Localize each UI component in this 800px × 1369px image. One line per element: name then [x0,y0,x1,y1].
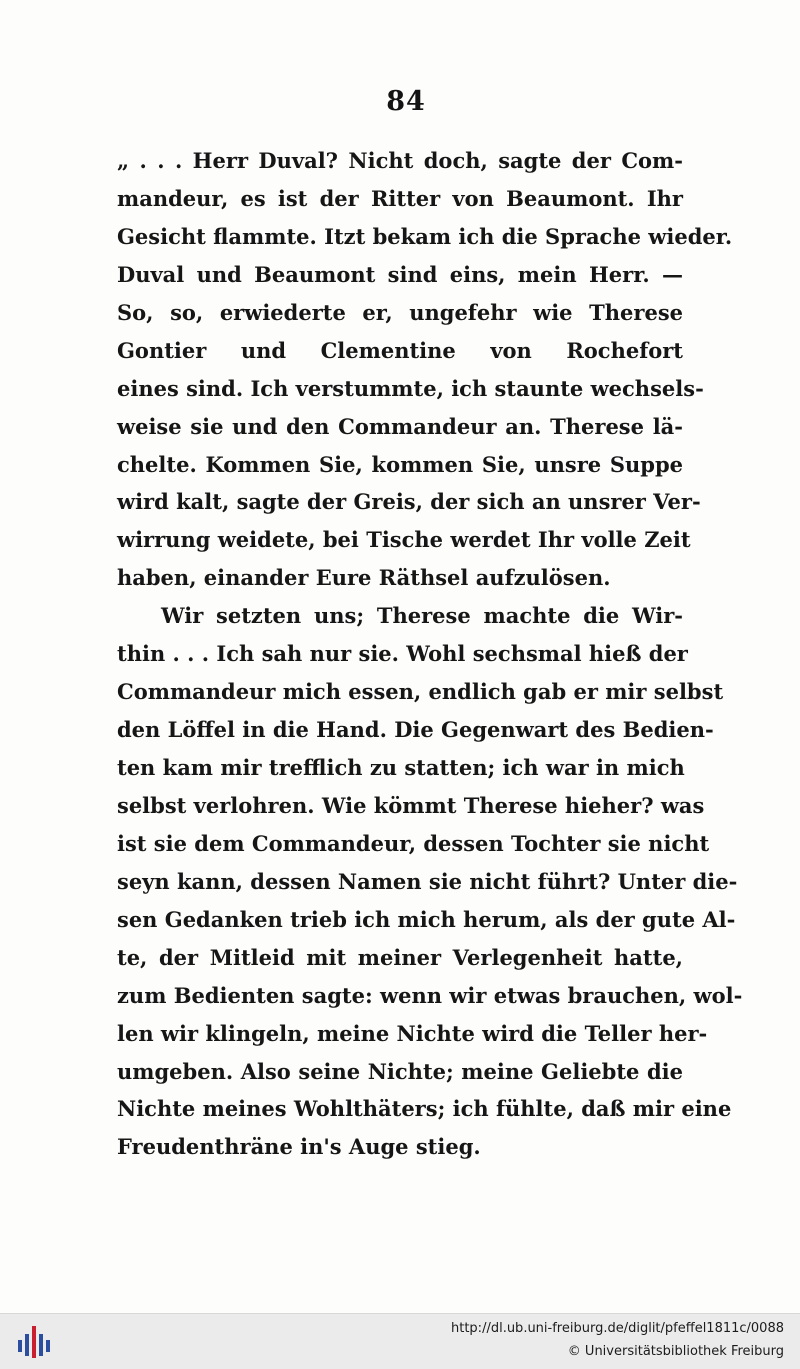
text-line: chelte. Kommen Sie, kommen Sie, unsre Suppe [117,451,683,477]
text-line: Gesicht flammte. Itzt bekam ich die Sprache wieder. [117,223,733,249]
text-line: wirrung weidete, bei Tische werdet Ihr volle Zeit [117,527,691,553]
text-line: umgeben. Also seine Nichte; meine Geliebte die [117,1058,683,1084]
copyright-notice: © Universitätsbibliothek Freiburg [567,1344,784,1359]
text-line: haben, einander Eure Räthsel aufzulösen. [117,565,611,591]
page-number: 84 [386,86,426,117]
text-line: selbst verlohren. Wie kömmt Therese hieher? was [117,792,705,818]
text-line: weise sie und den Commandeur an. Therese lä- [117,413,683,439]
text-line: eines sind. Ich verstummte, ich staunte wechsels- [117,375,704,401]
text-line: Freudenthräne in's Auge stieg. [117,1134,481,1160]
ub-freiburg-logo-icon [14,1322,54,1362]
text-line: te, der Mitleid mit meiner Verlegenheit hatte, [117,944,683,970]
text-line: sen Gedanken trieb ich mich herum, als der gute Al- [117,906,736,932]
text-line: Commandeur mich essen, endlich gab er mir selbst [117,679,724,705]
text-line: seyn kann, dessen Namen sie nicht führt? Unter die- [117,868,738,894]
text-line: thin . . . Ich sah nur sie. Wohl sechsmal hieß der [117,641,688,667]
text-line: Nichte meines Wohlthäters; ich fühlte, daß mir eine [117,1096,732,1122]
text-line: mandeur, es ist der Ritter von Beaumont. Ihr [117,185,683,211]
text-line: ten kam mir trefflich zu statten; ich war in mich [117,755,685,780]
text-line: Wir setzten uns; Therese machte die Wir- [161,603,683,629]
text-line: Gontier und Clementine von Rochefort [117,337,683,363]
text-line: „ . . . Herr Duval? Nicht doch, sagte der Com- [117,148,683,173]
text-line: wird kalt, sagte der Greis, der sich an unsrer Ver- [117,489,701,515]
footer-bar [0,1313,800,1369]
source-url-link[interactable]: http://dl.ub.uni-freiburg.de/diglit/pfeffel1811c/0088 [451,1321,784,1336]
text-line: Duval und Beaumont sind eins, mein Herr. — [117,261,683,287]
text-line: So, so, erwiederte er, ungefehr wie Therese [117,299,683,325]
text-line: zum Bedienten sagte: wenn wir etwas brauchen, wol- [117,982,743,1008]
text-line: ist sie dem Commandeur, dessen Tochter sie nicht [117,830,710,856]
text-line: den Löffel in die Hand. Die Gegenwart des Bedien- [117,717,714,743]
text-line: len wir klingeln, meine Nichte wird die Teller her- [117,1020,708,1046]
body-text [117,142,743,1166]
